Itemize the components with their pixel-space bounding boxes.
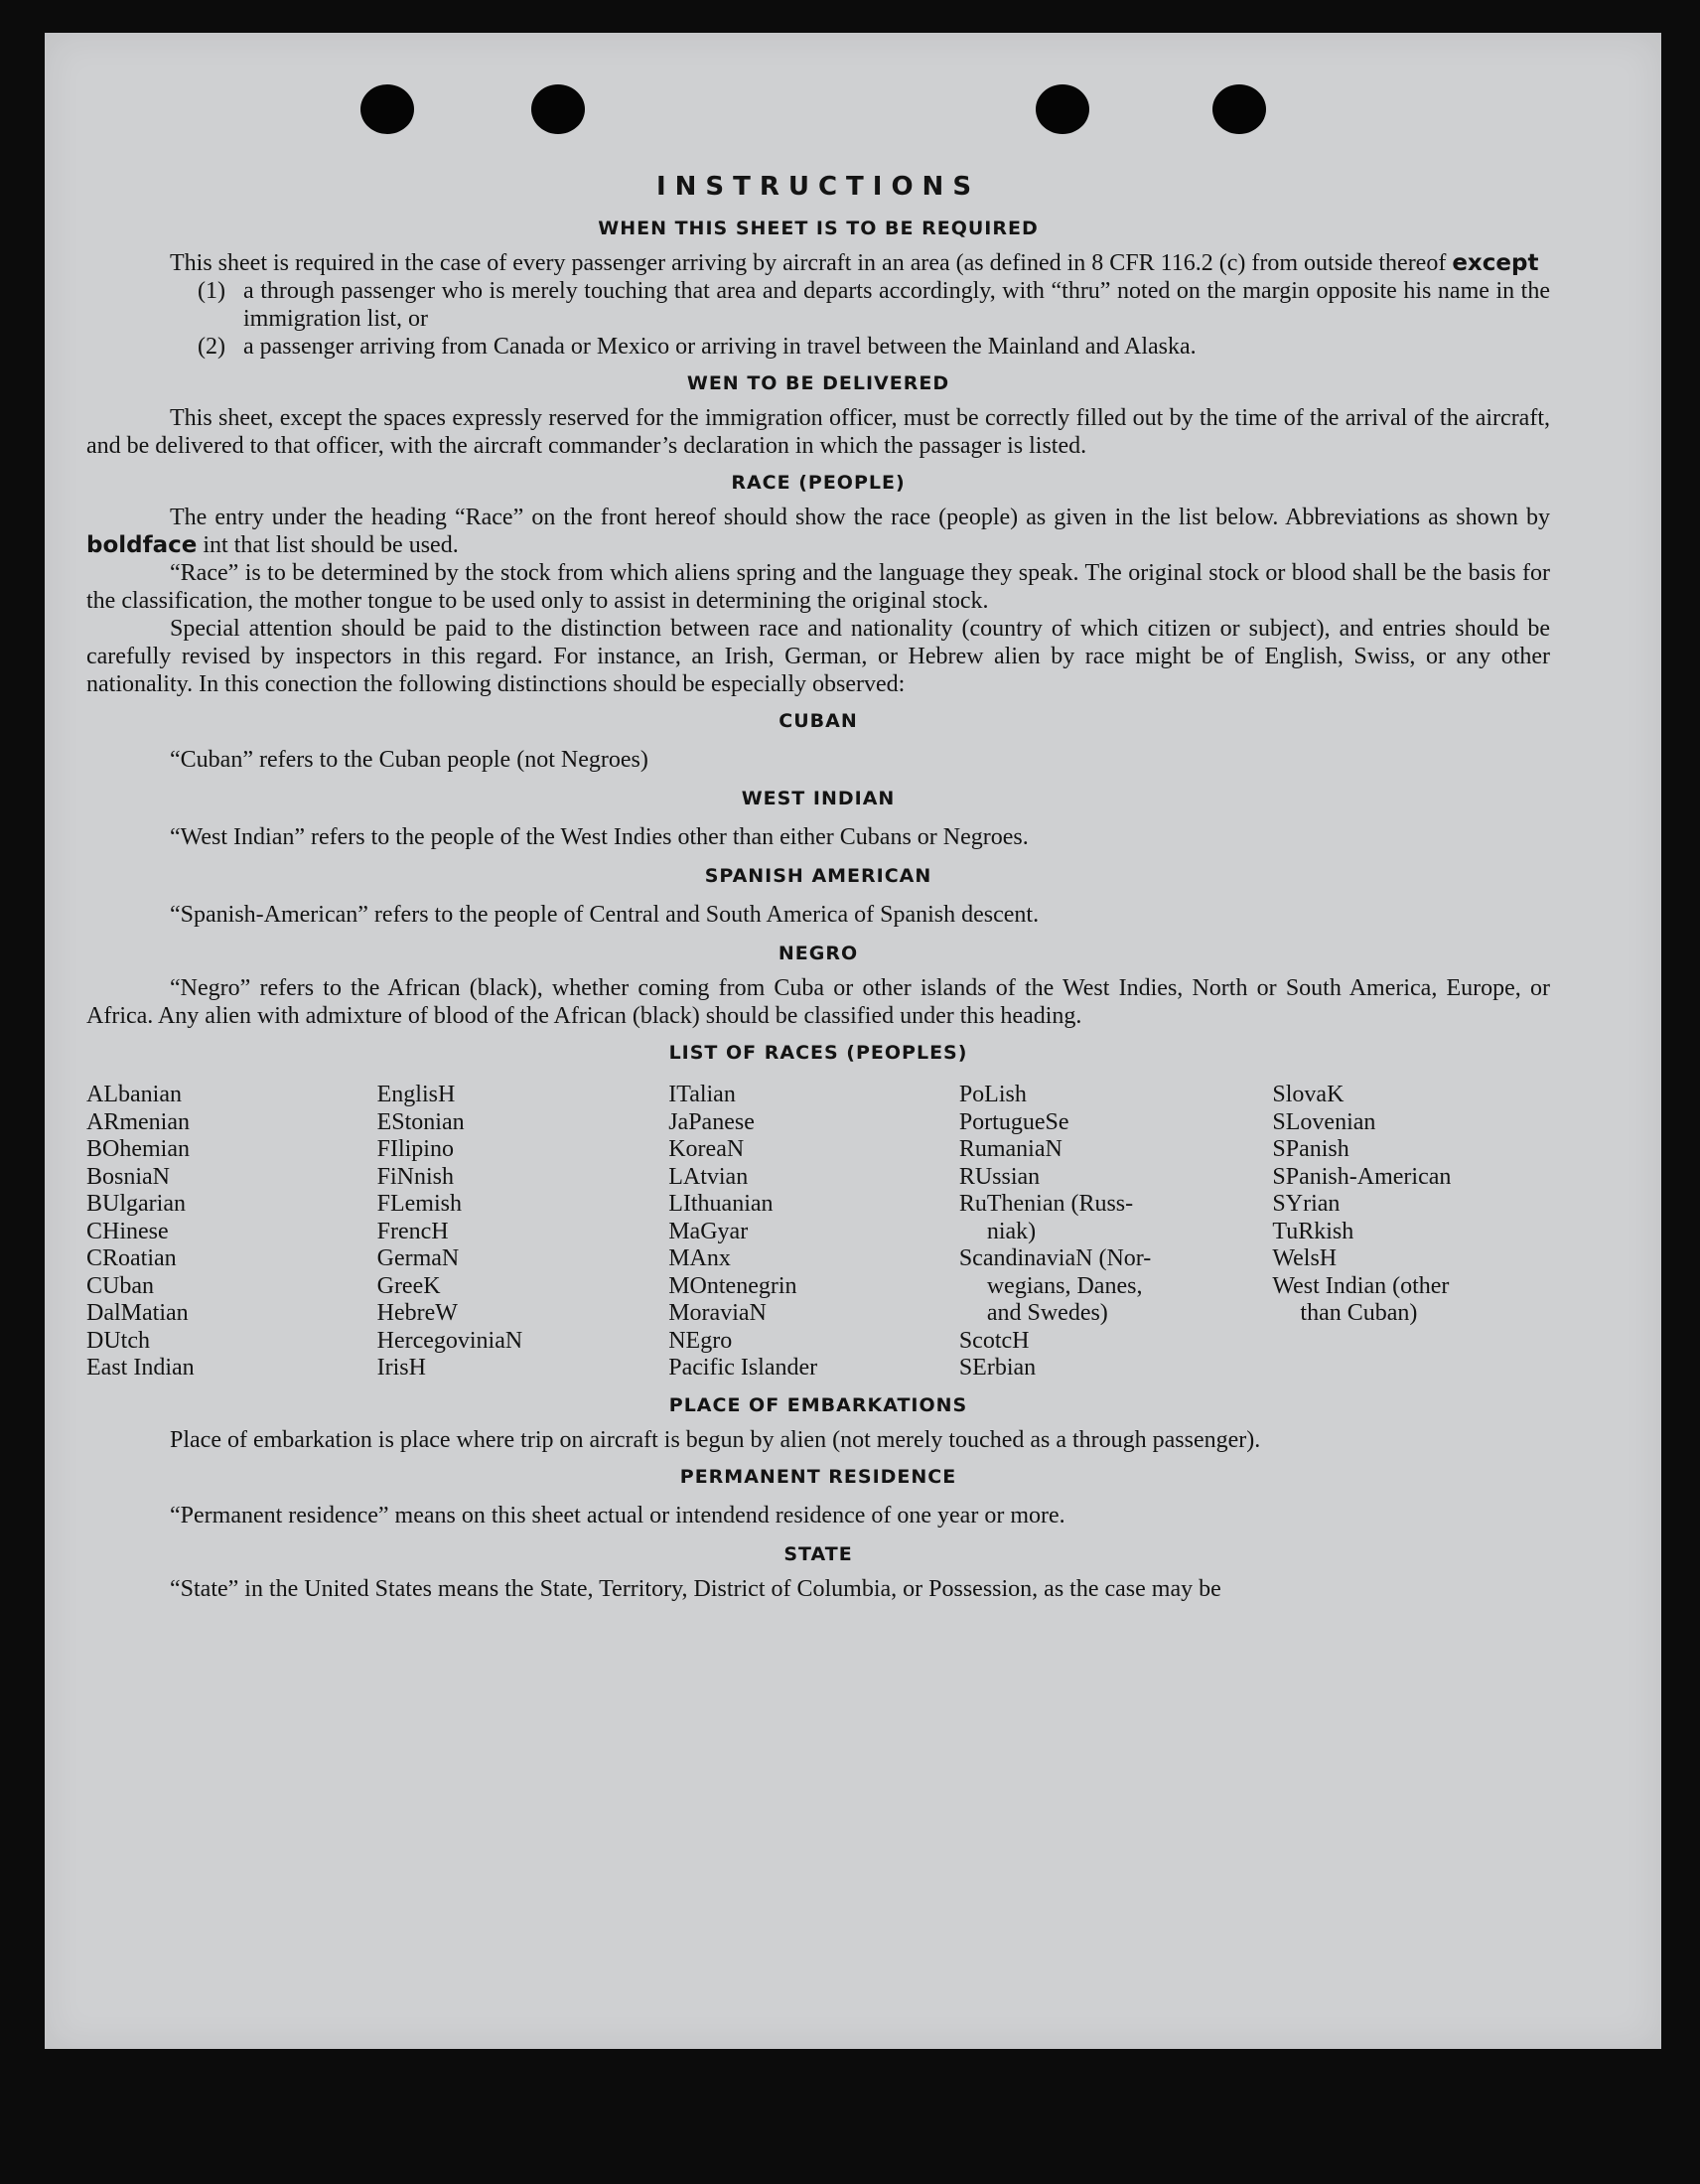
race-entry: GermaN [376, 1245, 460, 1271]
except-bold: except [1452, 250, 1539, 276]
race-entry: MOntenegrin [668, 1272, 797, 1299]
races-column-3 [668, 1082, 959, 1383]
race-entry: Pacific Islander [668, 1355, 818, 1381]
races-column-5 [1272, 1082, 1550, 1383]
race-entry: FrencH [376, 1218, 449, 1244]
race-entry: FLemish [376, 1191, 462, 1217]
race-entry: RUssian [958, 1163, 1041, 1190]
race-entry: FIlipino [376, 1136, 454, 1162]
residence-text: “Permanent residence” means on this sheet actual or intendend residence of one year or more. [170, 1502, 1065, 1529]
race-entry: JaPanese [668, 1108, 755, 1135]
race-entry: ScotcH [958, 1327, 1030, 1354]
race-entry: and Swedes) [986, 1300, 1108, 1326]
race-entry: RuThenian (Russ- [958, 1191, 1134, 1217]
race-entry: LIthuanian [668, 1191, 774, 1217]
instructions-content [86, 172, 1550, 1603]
race-entry: ALbanian [86, 1082, 182, 1107]
punch-hole [531, 84, 585, 134]
document-sheet [45, 33, 1661, 2049]
race-entry: MAnx [668, 1245, 731, 1271]
section-heading-residence: PERMANENT RESIDENCE [679, 1465, 957, 1488]
state-text: “State” in the United States means the State, Territory, District of Columbia, or Possession, as the case may be [170, 1575, 1221, 1602]
delivered-text: This sheet, except the spaces expressly reserved for the immigration officer, must be correctly filled out by the time of the arrival of the aircraft, and be delivered to that officer, with the aircraft commander’s declaration in which the passager is listed. [86, 405, 1550, 459]
race-entry: MoraviaN [668, 1300, 767, 1326]
required-intro: This sheet is required in the case of every passenger arriving by aircraft in an area (as defined in 8 CFR 116.2 (c) from outside thereof except [170, 250, 1539, 276]
section-heading-delivered: WEN TO BE DELIVERED [686, 372, 950, 394]
race-entry: SlovaK [1272, 1082, 1345, 1107]
section-heading-negro: NEGRO [778, 943, 859, 964]
race-paragraph-3: Special attention should be paid to the distinction between race and nationality (country of which citizen or subject), and entries should be carefully revised by inspectors in this regard. For instance, an Irish, German, or Hebrew alien by race might be of English, Swiss, or any other nationality. In this conection the following distinctions should be especially observed: [86, 616, 1550, 697]
west-indian-text: “West Indian” refers to the people of the West Indies other than either Cubans or Negroes. [170, 824, 1029, 850]
section-heading-list-of-races: LIST OF RACES (PEOPLES) [668, 1042, 968, 1064]
race-entry: CRoatian [86, 1245, 177, 1271]
list-item: (1) a through passenger who is merely touching that area and departs accordingly, with “thru” noted on the margin opposite his name in the immigration list, or [198, 278, 1550, 332]
race-entry: BosniaN [86, 1163, 170, 1190]
race-entry: DalMatian [86, 1300, 189, 1326]
section-heading-race: RACE (PEOPLE) [731, 472, 906, 494]
punch-hole [1212, 84, 1266, 134]
race-entry: than Cuban) [1300, 1300, 1418, 1326]
section-heading-required: WHEN THIS SHEET IS TO BE REQUIRED [598, 218, 1039, 239]
race-entry: CUban [86, 1272, 154, 1299]
race-entry: wegians, Danes, [986, 1272, 1143, 1299]
race-entry: BOhemian [86, 1136, 190, 1162]
race-entry: MaGyar [668, 1218, 749, 1244]
race-entry: West Indian (other [1272, 1272, 1450, 1299]
race-entry: HercegoviniaN [376, 1327, 523, 1354]
races-column-1 [86, 1082, 377, 1383]
race-entry: LAtvian [668, 1163, 749, 1190]
race-entry: PortugueSe [958, 1108, 1069, 1135]
race-entry: GreeK [376, 1272, 441, 1299]
list-item: (2) a passenger arriving from Canada or Mexico or arriving in travel between the Mainland and Alaska. [198, 334, 1197, 360]
race-entry: EStonian [376, 1108, 465, 1135]
race-entry: CHinese [86, 1218, 169, 1244]
race-entry: DUtch [86, 1327, 150, 1354]
section-heading-west-indian: WEST INDIAN [741, 788, 896, 809]
race-entry: SPanish [1272, 1136, 1349, 1162]
race-entry: HebreW [376, 1300, 458, 1326]
race-entry: KoreaN [668, 1136, 745, 1162]
race-entry: SPanish-American [1272, 1163, 1452, 1190]
race-entry: RumaniaN [958, 1136, 1062, 1162]
section-heading-embarkation: PLACE OF EMBARKATIONS [668, 1393, 968, 1416]
race-entry: ScandinaviaN (Nor- [958, 1245, 1152, 1271]
cuban-text: “Cuban” refers to the Cuban people (not Negroes) [170, 747, 648, 773]
negro-text: “Negro” refers to the African (black), whether coming from Cuba or other islands of the West Indies, North or South America, Europe, or Africa. Any alien with admixture of blood of the African (black) should be classified under this heading. [86, 975, 1550, 1029]
embarkation-text: Place of embarkation is place where trip on aircraft is begun by alien (not merely touched as a through passenger). [170, 1426, 1261, 1453]
race-entry: EnglisH [376, 1082, 456, 1107]
race-paragraph-2: “Race” is to be determined by the stock from which aliens spring and the language they speak. The original stock or blood shall be the basis for the classification, the mother tongue to be used only to assist in determining the original stock. [86, 560, 1550, 614]
boldface-word: boldface [86, 532, 198, 558]
race-entry: PoLish [958, 1082, 1027, 1107]
race-entry: FiNnish [376, 1163, 454, 1190]
punch-hole [360, 84, 414, 134]
punch-hole [1036, 84, 1089, 134]
race-entry: SErbian [958, 1355, 1037, 1381]
race-entry: WelsH [1272, 1245, 1338, 1271]
section-heading-spanish-american: SPANISH AMERICAN [704, 865, 932, 887]
race-entry: TuRkish [1272, 1218, 1354, 1244]
race-entry: IrisH [376, 1355, 426, 1381]
races-column-4 [959, 1082, 1273, 1383]
page-title: INSTRUCTIONS [655, 172, 981, 202]
race-entry: NEgro [668, 1327, 733, 1354]
section-heading-cuban: CUBAN [779, 710, 858, 732]
race-entry: SYrian [1272, 1191, 1341, 1217]
section-heading-state: STATE [783, 1542, 853, 1565]
race-paragraph-1: The entry under the heading “Race” on the front hereof should show the race (people) as given in the list below. Abbreviations as shown by boldface int that list should be used. [86, 505, 1550, 558]
race-entry: SLovenian [1272, 1108, 1376, 1135]
race-entry: niak) [986, 1218, 1037, 1244]
races-column-2 [377, 1082, 669, 1383]
spanish-american-text: “Spanish-American” refers to the people of Central and South America of Spanish descent. [170, 902, 1040, 928]
race-entry: BUlgarian [86, 1191, 186, 1217]
race-entry: ITalian [668, 1082, 736, 1107]
race-entry: East Indian [86, 1355, 195, 1381]
races-list [86, 1082, 1550, 1383]
race-entry: ARmenian [86, 1108, 190, 1135]
